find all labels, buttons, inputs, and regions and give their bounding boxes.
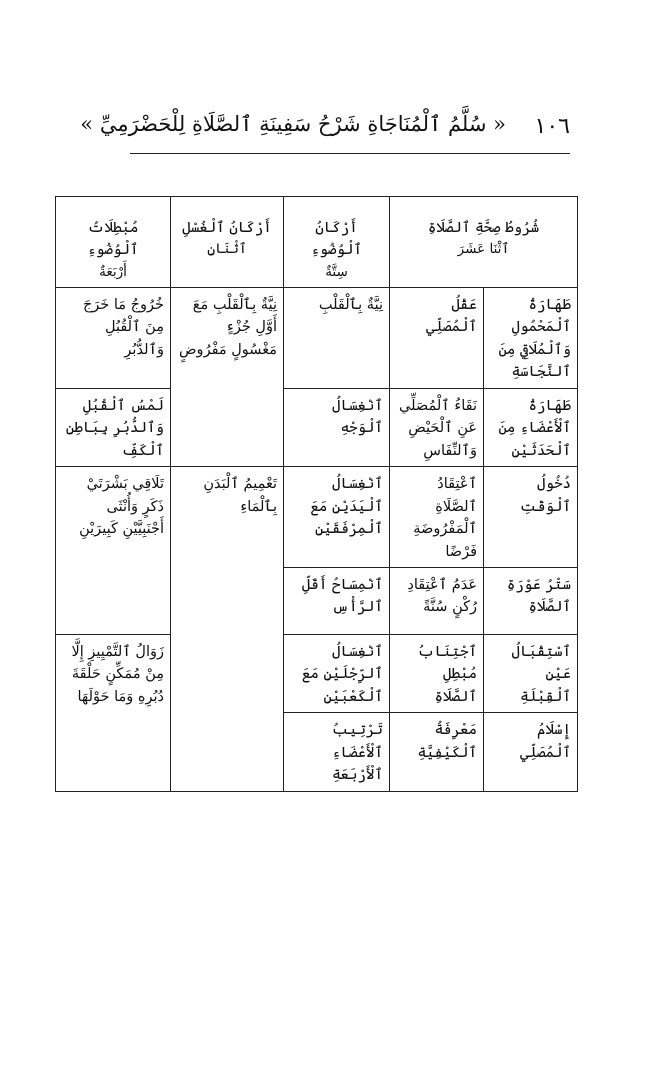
nullifier-cell: تَلَاقِي بَشْرَتَيْ ذَكَرٍ وَأُنْثَى أَجْنَبِيَّيْنِ كَبِيرَيْنِ <box>56 467 171 635</box>
condition-cell: ٱسْتِقْبَالُ عَيْنِ ٱلْقِبْلَةِ <box>484 635 578 713</box>
wudu-cell: ٱنْغِسَالُ ٱلرِّجْلَيْنِ مَعَ ٱلْكَعْبَيْنِ <box>284 635 390 713</box>
ghusl-cell: تَعْمِيمُ ٱلْبَدَنِ بِٱلْمَاءِ <box>171 467 284 792</box>
page-header <box>80 112 570 152</box>
wudu-cell: ٱنْغِسَالُ ٱلْيَدَيْنِ مَعَ ٱلْمِرْفَقَيْنِ <box>284 467 390 568</box>
nullifier-cell: زَوَالُ ٱلتَّمْيِيزِ إِلَّا مِنْ مُمَكِّنٍ حَلْقَةَ دُبُرِهِ وَمَا حَوْلَهَا <box>56 635 171 792</box>
table-row <box>56 388 578 466</box>
table-row <box>56 467 578 568</box>
table-row <box>56 635 578 713</box>
wudu-cell: ٱنْغِسَالُ ٱلْوَجْهِ <box>284 388 390 466</box>
page-title: « سُلَّمُ ٱلْمُنَاجَاةِ شَرْحُ سَفِينَةِ ٱلصَّلَاةِ لِلْحَضْرَمِيِّ » <box>80 112 506 136</box>
condition-cell: عَدَمُ ٱعْتِقَادِ رُكْنٍ سُنَّةً <box>390 568 484 635</box>
ghusl-cell: نِيَّةٌ بِٱلْقَلْبِ مَعَ أَوَّلِ جُزْءٍ مَغْسُولٍ مَفْرُوضٍ <box>171 287 284 466</box>
rulings-table <box>55 196 578 792</box>
header-wudu-pillars: أَرْكَانُ ٱلْوُضُوءِ سِتَّةٌ <box>284 197 390 288</box>
wudu-cell: تَرْتِيبُ ٱلْأَعْضَاءِ ٱلْأَرْبَعَةِ <box>284 713 390 791</box>
wudu-cell: نِيَّةٌ بِٱلْقَلْبِ <box>284 287 390 388</box>
condition-cell: عَقْلُ ٱلْمُصَلِّي <box>390 287 484 388</box>
header-conditions: شُرُوطُ صِحَّةِ ٱلصَّلَاةِ ٱثْنَا عَشَرَ <box>390 197 578 288</box>
condition-cell: طَهَارَةُ ٱلْأَعْضَاءِ مِنَ ٱلْحَدَثَيْنِ <box>484 388 578 466</box>
condition-cell: سَتْرُ عَوْرَةِ ٱلصَّلَاةِ <box>484 568 578 635</box>
table-header-row <box>56 197 578 288</box>
nullifier-cell: لَمْسُ ٱلْقُبُلِ وَٱلدُّبُرِ بِبَاطِنِ ٱلْكَفِّ <box>56 388 171 466</box>
condition-cell: دُخُولُ ٱلْوَقْتِ <box>484 467 578 568</box>
condition-cell: إِسْلَامُ ٱلْمُصَلِّي <box>484 713 578 791</box>
header-ghusl-pillars: أَرْكَانُ ٱلْغُسْلِ ٱثْنَانِ <box>171 197 284 288</box>
condition-cell: نَقَاءُ ٱلْمُصَلِّي عَنِ ٱلْحَيْضِ وَٱلنِّفَاسِ <box>390 388 484 466</box>
nullifier-cell: خُرُوجُ مَا خَرَجَ مِنَ ٱلْقُبُلِ وَٱلدُّبُرِ <box>56 287 171 388</box>
condition-cell: ٱجْتِنَابُ مُبْطِلِ ٱلصَّلَاةِ <box>390 635 484 713</box>
condition-cell: مَعْرِفَةُ ٱلْكَيْفِيَّةِ <box>390 713 484 791</box>
table-row <box>56 287 578 388</box>
header-wudu-nullifiers: مُبْطِلَاتُ ٱلْوُضُوءِ أَرْبَعَةٌ <box>56 197 171 288</box>
wudu-cell: ٱنْمِسَاحُ أَقَلِّ ٱلرَّأْسِ <box>284 568 390 635</box>
condition-cell: طَهَارَةُ ٱلْمَحْمُولِ وَٱلْمُلَاقِي مِنَ ٱلنَّجَاسَةِ <box>484 287 578 388</box>
page-number: ١٠٦ <box>534 114 570 139</box>
condition-cell: ٱعْتِقَادُ ٱلصَّلَاةِ ٱلْمَفْرُوضَةِ فَرْضًا <box>390 467 484 568</box>
header-rule <box>130 153 570 154</box>
